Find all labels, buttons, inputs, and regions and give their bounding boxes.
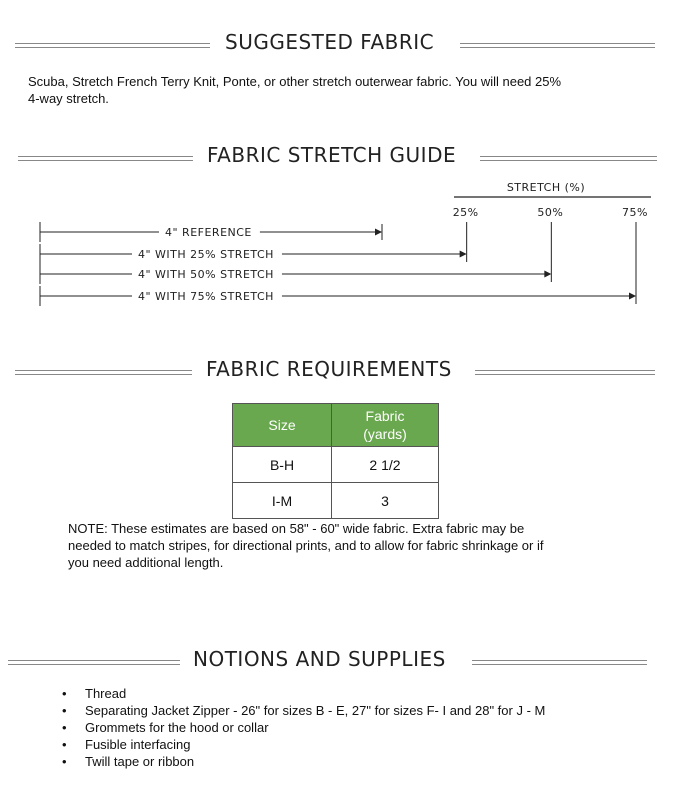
stretch-scale-title: STRETCH (%) [506,181,586,194]
bullet-icon: • [62,720,67,735]
bullet-icon: • [62,686,67,701]
stretch-guide-header [0,143,678,173]
stretch-tick-label: 50% [537,206,564,219]
table-header-row [233,404,439,447]
table-row [233,483,439,519]
suggested-fabric-header [0,30,678,60]
note-line: you need additional length. [68,555,224,570]
stretch-line-label: 4" WITH 50% STRETCH [138,268,274,281]
size-column-header: Size [233,404,332,447]
notions-list [60,685,545,770]
yards-cell: 2 1/2 [332,447,439,483]
header-rule-left [8,660,180,665]
header-rule-right [472,660,647,665]
arrowhead-icon [629,293,636,300]
header-rule-right [460,43,655,48]
header-rule-left [15,370,192,375]
section-title: FABRIC REQUIREMENTS [206,357,452,381]
stretch-line-label: 4" REFERENCE [165,226,252,239]
section-title: FABRIC STRETCH GUIDE [207,143,457,167]
stretch-guide-diagram [0,170,678,310]
header-line: (yards) [363,426,407,442]
header-rule-left [15,43,210,48]
stretch-line [40,222,382,242]
text-line: Scuba, Stretch French Terry Knit, Ponte, or other stretch outerwear fabric. You will need 25% [28,74,562,89]
stretch-line [40,222,636,306]
list-item-text: Thread [85,686,127,701]
section-title: SUGGESTED FABRIC [225,30,435,54]
stretch-line [40,222,467,264]
note-line: needed to match stripes, for directional prints, and to allow for fabric shrinkage or if [68,538,544,553]
arrowhead-icon [460,251,467,258]
header-rule-right [480,156,657,161]
list-item [60,753,545,770]
stretch-tick-label: 75% [622,206,648,219]
header-rule-left [18,156,193,161]
text-line: 4-way stretch. [28,91,109,106]
size-cell: I-M [233,483,332,519]
stretch-tick-label: 25% [452,206,479,219]
header-line: Fabric [365,408,405,424]
bullet-icon: • [62,754,67,769]
list-item [60,702,545,719]
arrowhead-icon [544,271,551,278]
fabric-column-header [332,404,439,447]
bullet-icon: • [62,737,67,752]
fabric-requirements-table [232,403,439,519]
stretch-line-label: 4" WITH 25% STRETCH [138,248,274,261]
note-line: NOTE: These estimates are based on 58" - 60" wide fabric. Extra fabric may be [68,521,525,536]
list-item-text: Fusible interfacing [85,737,191,752]
requirements-note [68,520,668,571]
bullet-icon: • [62,703,67,718]
list-item-text: Twill tape or ribbon [85,754,195,769]
list-item [60,736,545,753]
arrowhead-icon [375,229,382,236]
list-item [60,719,545,736]
requirements-header [0,357,678,387]
yards-cell: 3 [332,483,439,519]
list-item-text: Grommets for the hood or collar [85,720,269,735]
notions-header [0,647,678,677]
list-item-text: Separating Jacket Zipper - 26" for sizes B - E, 27" for sizes F- I and 28" for J - M [85,703,546,718]
suggested-fabric-text [28,73,668,107]
table-row [233,447,439,483]
size-cell: B-H [233,447,332,483]
stretch-line-label: 4" WITH 75% STRETCH [138,290,274,303]
header-rule-right [475,370,655,375]
stretch-line [40,222,551,284]
section-title: NOTIONS AND SUPPLIES [193,647,446,671]
list-item [60,685,545,702]
